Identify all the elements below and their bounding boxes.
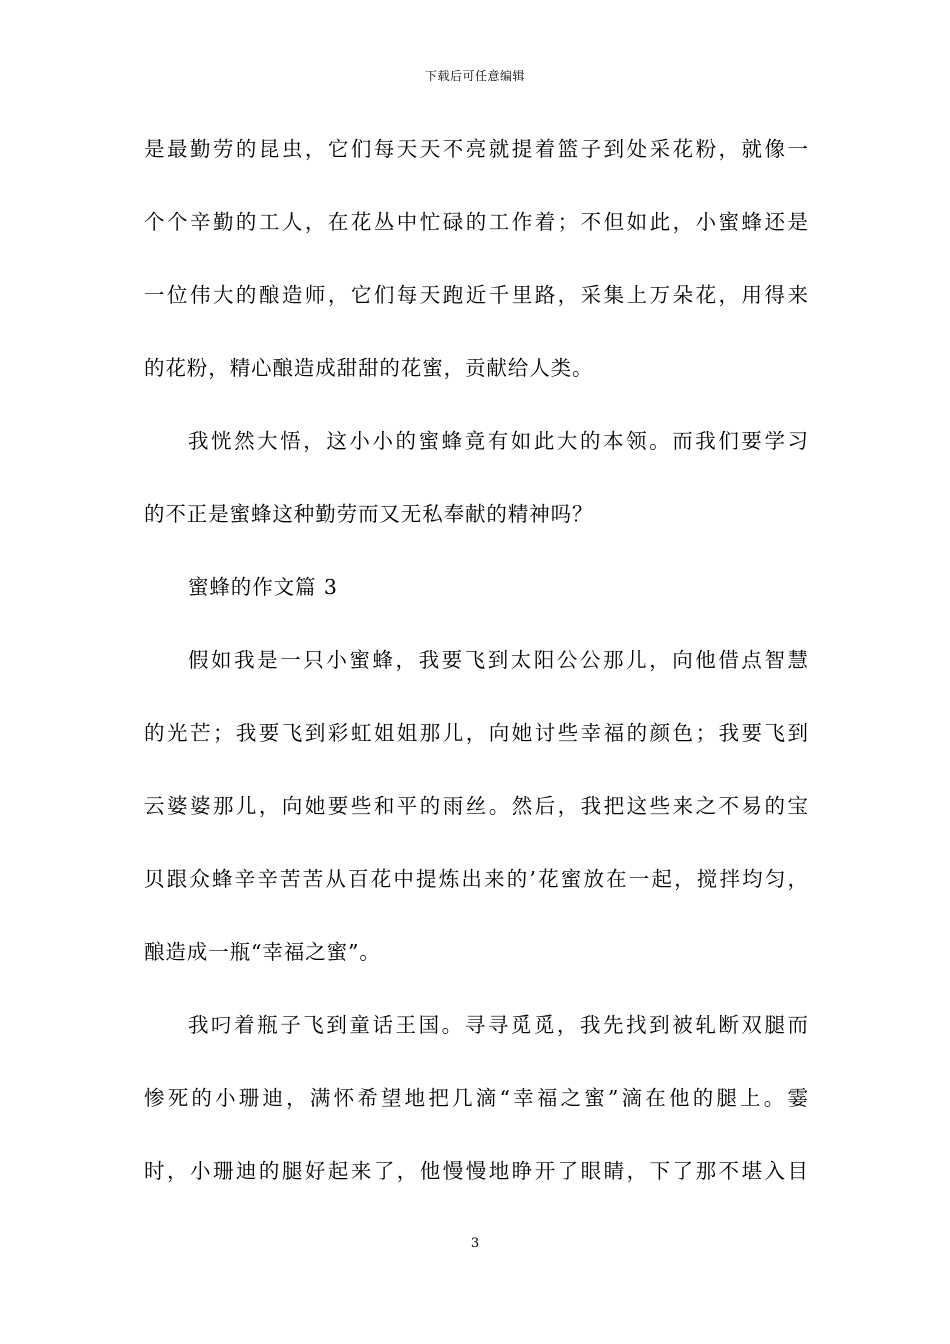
- page-number: 3: [470, 1236, 480, 1251]
- body-line: 假如我是一只小蜜蜂，我要飞到太阳公公那儿，向他借点智慧: [188, 648, 808, 672]
- body-line: 时，小珊迪的腿好起来了，他慢慢地睁开了眼睛，下了那不堪入目: [144, 1159, 808, 1183]
- body-line: 是最勤劳的昆虫，它们每天天不亮就提着篮子到处采花粉，就像一: [144, 137, 808, 161]
- body-line: 云婆婆那儿，向她要些和平的雨丝。然后，我把这些来之不易的宝: [144, 794, 808, 818]
- body-line: 一位伟大的酿造师，它们每天跑近千里路，采集上万朵花，用得来: [144, 283, 808, 307]
- body-line: 酿造成一瓶“幸福之蜜”。: [144, 940, 381, 964]
- body-line: 的不正是蜜蜂这种勤劳而又无私奉献的精神吗？: [144, 502, 594, 526]
- body-line: 个个辛勤的工人，在花丛中忙碌的工作着；不但如此，小蜜蜂还是: [144, 210, 808, 234]
- body-line: 的光芒；我要飞到彩虹姐姐那儿，向她讨些幸福的颜色；我要飞到: [144, 721, 808, 745]
- body-line: 我恍然大悟，这小小的蜜蜂竟有如此大的本领。而我们要学习: [188, 429, 808, 453]
- body-line: 惨死的小珊迪，满怀希望地把几滴“幸福之蜜”滴在他的腿上。霎: [144, 1086, 808, 1110]
- section-heading: 蜜蜂的作文篇 3: [188, 575, 338, 599]
- page-header: 下载后可任意编辑: [424, 69, 525, 83]
- document-body: [144, 124, 808, 1219]
- body-line: 贝跟众蜂辛辛苦苦从百花中提炼出来的’花蜜放在一起，搅拌均匀，: [144, 867, 808, 891]
- body-line: 的花粉，精心酿造成甜甜的花蜜，贡献给人类。: [144, 356, 594, 380]
- body-line: 我叼着瓶子飞到童话王国。寻寻觅觅，我先找到被轧断双腿而: [188, 1013, 808, 1037]
